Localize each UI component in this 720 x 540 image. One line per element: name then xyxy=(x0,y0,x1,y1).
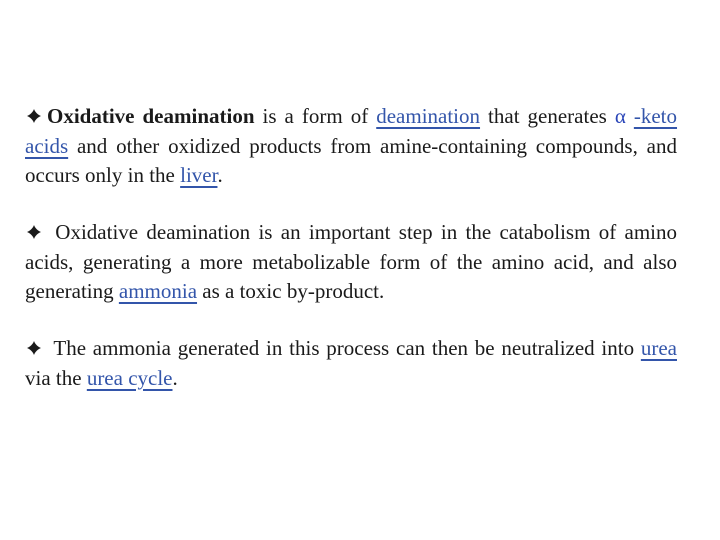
text-span: is a form of xyxy=(254,104,377,128)
link-urea[interactable]: urea xyxy=(640,336,677,360)
link-urea-cycle[interactable]: urea cycle xyxy=(86,365,173,390)
link-liver[interactable]: liver xyxy=(180,163,218,187)
diamond-bullet-icon xyxy=(25,218,47,248)
text-span: Oxidative deamination is an important step in the catabolism of amino acids, generating a more metabolizable form of the amino acid, and also generating xyxy=(25,220,677,303)
text-span: that generates xyxy=(480,104,615,128)
bold-term: Oxidative deamination xyxy=(47,104,255,128)
link-keto[interactable]: -keto xyxy=(633,104,678,128)
text-span: as a toxic by-product. xyxy=(197,279,385,303)
diamond-bullet-icon xyxy=(25,102,47,132)
alpha-symbol: α xyxy=(614,104,626,128)
paragraph-urea-cycle xyxy=(25,334,677,393)
link-deamination[interactable]: deamination xyxy=(376,104,481,128)
paragraph-oxidative-deamination-definition xyxy=(25,102,677,191)
paragraph-catabolism-step xyxy=(25,218,677,307)
link-acids[interactable]: acids xyxy=(25,133,69,158)
diamond-bullet-icon xyxy=(25,334,47,364)
link-ammonia[interactable]: ammonia xyxy=(118,279,198,303)
text-span: . xyxy=(172,365,178,390)
text-span: via the xyxy=(25,365,87,390)
text-span: and other oxidized products from amine-containing compounds, and occurs only in the xyxy=(25,133,677,187)
text-span: . xyxy=(217,163,223,187)
text-span: The ammonia generated in this process can then be neutralized into xyxy=(47,336,641,360)
